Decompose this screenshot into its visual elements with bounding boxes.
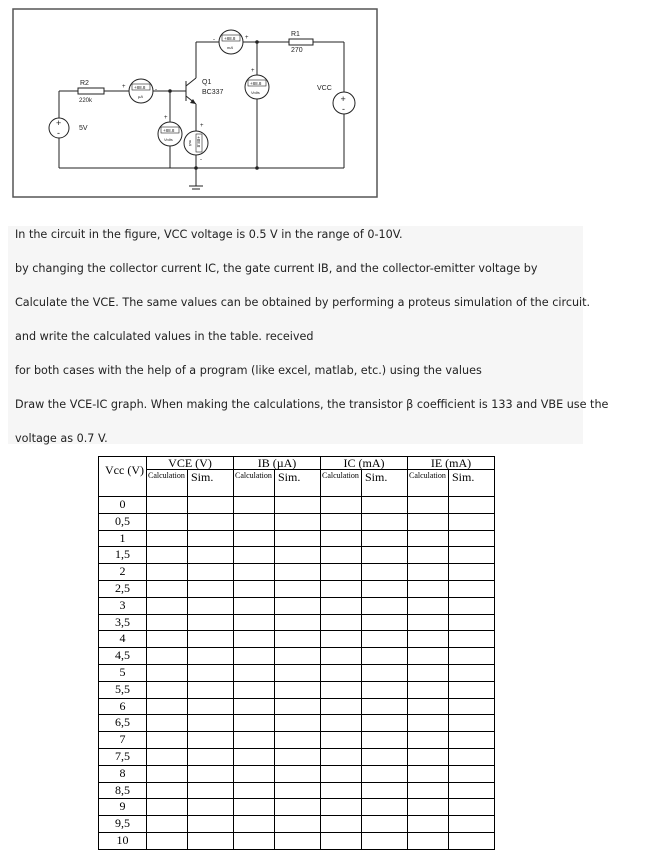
calculation-cell[interactable] bbox=[234, 513, 275, 530]
simulation-cell[interactable] bbox=[362, 597, 408, 614]
vcc-minus: - bbox=[342, 104, 345, 114]
simulation-cell[interactable] bbox=[362, 580, 408, 597]
vcc-value-cell: 8 bbox=[99, 765, 147, 782]
svg-text:+: + bbox=[164, 115, 168, 121]
simulation-cell[interactable] bbox=[275, 648, 321, 665]
simulation-cell[interactable] bbox=[188, 497, 234, 514]
table-row bbox=[99, 765, 495, 782]
simulation-cell[interactable] bbox=[188, 614, 234, 631]
svg-text:+: + bbox=[251, 68, 255, 74]
simulation-cell[interactable] bbox=[275, 732, 321, 749]
calculation-cell[interactable] bbox=[234, 530, 275, 547]
group-header-vce: VCE (V) bbox=[147, 457, 234, 470]
calculation-cell[interactable] bbox=[234, 732, 275, 749]
instruction-line-6: Draw the VCE-IC graph. When making the calculations, the transistor β coefficient is 133 and VBE use the bbox=[15, 398, 609, 411]
simulation-cell[interactable] bbox=[449, 816, 495, 833]
calculation-cell[interactable] bbox=[408, 765, 449, 782]
calculation-cell[interactable] bbox=[147, 698, 188, 715]
vcc-value-cell: 7,5 bbox=[99, 748, 147, 765]
vcc-value-cell: 9,5 bbox=[99, 816, 147, 833]
r1-name: R1 bbox=[291, 31, 300, 38]
table-row bbox=[99, 782, 495, 799]
calculation-cell[interactable] bbox=[321, 782, 362, 799]
simulation-cell[interactable] bbox=[362, 648, 408, 665]
calc-header: Calculation bbox=[234, 470, 275, 497]
simulation-cell[interactable] bbox=[188, 530, 234, 547]
simulation-cell[interactable] bbox=[275, 832, 321, 849]
vcc-value-cell: 4,5 bbox=[99, 648, 147, 665]
calculation-cell[interactable] bbox=[408, 530, 449, 547]
calculation-cell[interactable] bbox=[234, 698, 275, 715]
calculation-cell[interactable] bbox=[321, 816, 362, 833]
instruction-line-7: voltage as 0.7 V. bbox=[15, 432, 108, 445]
simulation-cell[interactable] bbox=[188, 631, 234, 648]
table-row bbox=[99, 597, 495, 614]
svg-text:-: - bbox=[213, 37, 215, 43]
simulation-cell[interactable] bbox=[362, 832, 408, 849]
simulation-cell[interactable] bbox=[449, 799, 495, 816]
calculation-cell[interactable] bbox=[147, 547, 188, 564]
q1-name: Q1 bbox=[202, 79, 212, 86]
calc-header: Calculation bbox=[321, 470, 362, 497]
simulation-cell[interactable] bbox=[275, 614, 321, 631]
calculation-cell[interactable] bbox=[408, 614, 449, 631]
simulation-cell[interactable] bbox=[188, 681, 234, 698]
simulation-cell[interactable] bbox=[188, 580, 234, 597]
vcc-value-cell: 0,5 bbox=[99, 513, 147, 530]
simulation-cell[interactable] bbox=[362, 513, 408, 530]
calculation-cell[interactable] bbox=[408, 832, 449, 849]
simulation-cell[interactable] bbox=[362, 698, 408, 715]
calculation-cell[interactable] bbox=[147, 664, 188, 681]
simulation-cell[interactable] bbox=[449, 631, 495, 648]
svg-text:-: - bbox=[200, 157, 202, 163]
simulation-cell[interactable] bbox=[275, 580, 321, 597]
svg-text:mA: mA bbox=[188, 140, 193, 146]
simulation-cell[interactable] bbox=[275, 530, 321, 547]
calculation-cell[interactable] bbox=[408, 631, 449, 648]
simulation-cell[interactable] bbox=[449, 530, 495, 547]
vcc-value-cell: 10 bbox=[99, 832, 147, 849]
simulation-cell[interactable] bbox=[275, 765, 321, 782]
svg-text:mA: mA bbox=[227, 45, 233, 50]
table-row bbox=[99, 497, 495, 514]
table-row bbox=[99, 547, 495, 564]
r1-resistor bbox=[289, 39, 313, 45]
calculation-cell[interactable] bbox=[321, 497, 362, 514]
simulation-cell[interactable] bbox=[449, 564, 495, 581]
simulation-cell[interactable] bbox=[188, 832, 234, 849]
table-row bbox=[99, 580, 495, 597]
source-minus: - bbox=[57, 128, 60, 138]
sim-header: Sim. bbox=[362, 470, 408, 497]
simulation-cell[interactable] bbox=[275, 631, 321, 648]
calculation-cell[interactable] bbox=[408, 664, 449, 681]
svg-text:+88.8: +88.8 bbox=[134, 85, 146, 90]
calculation-cell[interactable] bbox=[234, 614, 275, 631]
table-row bbox=[99, 698, 495, 715]
calculation-cell[interactable] bbox=[408, 799, 449, 816]
vcc-value-cell: 5,5 bbox=[99, 681, 147, 698]
calculation-cell[interactable] bbox=[147, 816, 188, 833]
calculation-cell[interactable] bbox=[408, 782, 449, 799]
simulation-cell[interactable] bbox=[449, 715, 495, 732]
simulation-cell[interactable] bbox=[188, 782, 234, 799]
r1-value: 270 bbox=[291, 47, 303, 54]
table-row bbox=[99, 715, 495, 732]
instruction-line-2: by changing the collector current IC, the gate current IB, and the collector-emitter voltage by bbox=[15, 262, 538, 275]
simulation-cell[interactable] bbox=[188, 698, 234, 715]
simulation-cell[interactable] bbox=[449, 765, 495, 782]
simulation-cell[interactable] bbox=[362, 681, 408, 698]
calculation-cell[interactable] bbox=[147, 530, 188, 547]
simulation-cell[interactable] bbox=[449, 614, 495, 631]
group-header-ie: IE (mA) bbox=[408, 457, 495, 470]
simulation-cell[interactable] bbox=[362, 497, 408, 514]
table-row bbox=[99, 732, 495, 749]
calculation-cell[interactable] bbox=[147, 497, 188, 514]
simulation-cell[interactable] bbox=[449, 547, 495, 564]
group-header-ic: IC (mA) bbox=[321, 457, 408, 470]
table-row bbox=[99, 748, 495, 765]
calculation-cell[interactable] bbox=[408, 497, 449, 514]
table-row bbox=[99, 816, 495, 833]
calculation-cell[interactable] bbox=[147, 748, 188, 765]
calculation-cell[interactable] bbox=[234, 564, 275, 581]
simulation-cell[interactable] bbox=[362, 748, 408, 765]
calculation-cell[interactable] bbox=[321, 631, 362, 648]
calculation-cell[interactable] bbox=[321, 732, 362, 749]
simulation-cell[interactable] bbox=[188, 564, 234, 581]
simulation-cell[interactable] bbox=[188, 816, 234, 833]
calculation-cell[interactable] bbox=[321, 832, 362, 849]
vcc-value-cell: 6 bbox=[99, 698, 147, 715]
calculation-cell[interactable] bbox=[408, 648, 449, 665]
instruction-line-5: for both cases with the help of a program (like excel, matlab, etc.) using the values bbox=[15, 364, 482, 377]
calculation-cell[interactable] bbox=[408, 597, 449, 614]
calculation-cell[interactable] bbox=[321, 564, 362, 581]
calculation-cell[interactable] bbox=[408, 547, 449, 564]
svg-text:+88.8: +88.8 bbox=[196, 136, 201, 148]
vcc-value-cell: 3,5 bbox=[99, 614, 147, 631]
calc-header: Calculation bbox=[147, 470, 188, 497]
svg-text:+: + bbox=[200, 123, 204, 129]
simulation-cell[interactable] bbox=[362, 732, 408, 749]
calculation-cell[interactable] bbox=[234, 748, 275, 765]
simulation-cell[interactable] bbox=[449, 748, 495, 765]
calculation-cell[interactable] bbox=[321, 547, 362, 564]
calculation-cell[interactable] bbox=[321, 664, 362, 681]
calculation-cell[interactable] bbox=[147, 782, 188, 799]
table-row bbox=[99, 564, 495, 581]
simulation-cell[interactable] bbox=[362, 765, 408, 782]
r2-value: 220k bbox=[79, 98, 93, 104]
calculation-cell[interactable] bbox=[147, 732, 188, 749]
calculation-cell[interactable] bbox=[408, 513, 449, 530]
calculation-cell[interactable] bbox=[234, 648, 275, 665]
calculation-cell[interactable] bbox=[321, 799, 362, 816]
instruction-line-3: Calculate the VCE. The same values can be obtained by performing a proteus simulation of the circuit. bbox=[15, 296, 591, 309]
q1-model: BC337 bbox=[202, 89, 224, 96]
calculation-cell[interactable] bbox=[234, 681, 275, 698]
simulation-cell[interactable] bbox=[449, 681, 495, 698]
simulation-cell[interactable] bbox=[362, 564, 408, 581]
simulation-cell[interactable] bbox=[362, 816, 408, 833]
simulation-cell[interactable] bbox=[362, 631, 408, 648]
calculation-cell[interactable] bbox=[147, 631, 188, 648]
simulation-cell[interactable] bbox=[449, 732, 495, 749]
vcc-label: VCC bbox=[317, 85, 332, 92]
group-header-ib: IB (µA) bbox=[234, 457, 321, 470]
simulation-cell[interactable] bbox=[449, 698, 495, 715]
simulation-cell[interactable] bbox=[275, 698, 321, 715]
calculation-cell[interactable] bbox=[234, 547, 275, 564]
simulation-cell[interactable] bbox=[188, 648, 234, 665]
r2-name: R2 bbox=[80, 80, 89, 87]
simulation-cell[interactable] bbox=[188, 664, 234, 681]
simulation-cell[interactable] bbox=[275, 681, 321, 698]
calculation-cell[interactable] bbox=[408, 564, 449, 581]
svg-text:+88.8: +88.8 bbox=[224, 36, 236, 41]
svg-text:Volts: Volts bbox=[251, 90, 260, 95]
sim-header: Sim. bbox=[449, 470, 495, 497]
svg-text:+: + bbox=[122, 84, 126, 90]
measurement-table bbox=[98, 456, 495, 850]
vcc-value-cell: 5 bbox=[99, 664, 147, 681]
vcc-plus: + bbox=[340, 94, 346, 104]
calculation-cell[interactable] bbox=[234, 497, 275, 514]
circuit-diagram bbox=[12, 8, 378, 198]
vcc-value-cell: 2 bbox=[99, 564, 147, 581]
svg-text:+: + bbox=[245, 35, 249, 41]
simulation-cell[interactable] bbox=[275, 748, 321, 765]
vcc-value-cell: 7 bbox=[99, 732, 147, 749]
svg-text:+88.8: +88.8 bbox=[250, 81, 262, 86]
calculation-cell[interactable] bbox=[234, 580, 275, 597]
calculation-cell[interactable] bbox=[321, 648, 362, 665]
calculation-cell[interactable] bbox=[234, 765, 275, 782]
simulation-cell[interactable] bbox=[275, 497, 321, 514]
calc-header: Calculation bbox=[408, 470, 449, 497]
calculation-cell[interactable] bbox=[147, 614, 188, 631]
calculation-cell[interactable] bbox=[321, 597, 362, 614]
simulation-cell[interactable] bbox=[275, 715, 321, 732]
simulation-cell[interactable] bbox=[362, 530, 408, 547]
simulation-cell[interactable] bbox=[362, 782, 408, 799]
calculation-cell[interactable] bbox=[408, 698, 449, 715]
simulation-cell[interactable] bbox=[449, 782, 495, 799]
simulation-cell[interactable] bbox=[188, 732, 234, 749]
simulation-cell[interactable] bbox=[449, 513, 495, 530]
simulation-cell[interactable] bbox=[275, 513, 321, 530]
calculation-cell[interactable] bbox=[234, 715, 275, 732]
calculation-cell[interactable] bbox=[321, 580, 362, 597]
simulation-cell[interactable] bbox=[449, 664, 495, 681]
calculation-cell[interactable] bbox=[147, 765, 188, 782]
calculation-cell[interactable] bbox=[321, 530, 362, 547]
sim-header: Sim. bbox=[188, 470, 234, 497]
calculation-cell[interactable] bbox=[321, 614, 362, 631]
calculation-cell[interactable] bbox=[321, 748, 362, 765]
instruction-line-1: In the circuit in the figure, VCC voltage is 0.5 V in the range of 0-10V. bbox=[15, 228, 403, 241]
table-row bbox=[99, 530, 495, 547]
simulation-cell[interactable] bbox=[188, 799, 234, 816]
table-row bbox=[99, 832, 495, 849]
calculation-cell[interactable] bbox=[321, 715, 362, 732]
simulation-cell[interactable] bbox=[362, 715, 408, 732]
simulation-cell[interactable] bbox=[449, 648, 495, 665]
calculation-cell[interactable] bbox=[408, 748, 449, 765]
vcc-value-cell: 0 bbox=[99, 497, 147, 514]
calculation-cell[interactable] bbox=[234, 631, 275, 648]
svg-text:Volts: Volts bbox=[164, 137, 173, 142]
vcc-value-cell: 3 bbox=[99, 597, 147, 614]
instruction-line-4: and write the calculated values in the table. received bbox=[15, 330, 314, 343]
calculation-cell[interactable] bbox=[321, 513, 362, 530]
r2-resistor bbox=[78, 88, 104, 94]
table-row bbox=[99, 614, 495, 631]
calculation-cell[interactable] bbox=[321, 765, 362, 782]
source-label: 5V bbox=[79, 125, 88, 132]
simulation-cell[interactable] bbox=[362, 614, 408, 631]
simulation-cell[interactable] bbox=[188, 765, 234, 782]
simulation-cell[interactable] bbox=[275, 547, 321, 564]
vcc-header: Vcc (V) bbox=[99, 457, 147, 497]
svg-text:-: - bbox=[155, 87, 157, 93]
table-row bbox=[99, 648, 495, 665]
calculation-cell[interactable] bbox=[147, 832, 188, 849]
calculation-cell[interactable] bbox=[234, 816, 275, 833]
table-row bbox=[99, 681, 495, 698]
calculation-cell[interactable] bbox=[408, 816, 449, 833]
simulation-cell[interactable] bbox=[188, 748, 234, 765]
simulation-cell[interactable] bbox=[275, 564, 321, 581]
simulation-cell[interactable] bbox=[188, 547, 234, 564]
simulation-cell[interactable] bbox=[449, 497, 495, 514]
table-row bbox=[99, 799, 495, 816]
vcc-value-cell: 1 bbox=[99, 530, 147, 547]
source-plus: + bbox=[56, 118, 62, 128]
simulation-cell[interactable] bbox=[188, 597, 234, 614]
simulation-cell[interactable] bbox=[449, 580, 495, 597]
svg-text:µA: µA bbox=[138, 94, 143, 99]
calculation-cell[interactable] bbox=[147, 799, 188, 816]
calculation-cell[interactable] bbox=[147, 648, 188, 665]
vcc-value-cell: 1,5 bbox=[99, 547, 147, 564]
calculation-cell[interactable] bbox=[408, 681, 449, 698]
simulation-cell[interactable] bbox=[275, 799, 321, 816]
calculation-cell[interactable] bbox=[408, 715, 449, 732]
simulation-cell[interactable] bbox=[449, 597, 495, 614]
simulation-cell[interactable] bbox=[188, 715, 234, 732]
simulation-cell[interactable] bbox=[362, 799, 408, 816]
vcc-value-cell: 4 bbox=[99, 631, 147, 648]
calculation-cell[interactable] bbox=[234, 832, 275, 849]
calculation-cell[interactable] bbox=[321, 681, 362, 698]
table-row bbox=[99, 513, 495, 530]
simulation-cell[interactable] bbox=[275, 816, 321, 833]
calculation-cell[interactable] bbox=[234, 782, 275, 799]
simulation-cell[interactable] bbox=[275, 597, 321, 614]
calculation-cell[interactable] bbox=[234, 799, 275, 816]
vcc-value-cell: 9 bbox=[99, 799, 147, 816]
calculation-cell[interactable] bbox=[147, 513, 188, 530]
calculation-cell[interactable] bbox=[147, 681, 188, 698]
simulation-cell[interactable] bbox=[362, 547, 408, 564]
calculation-cell[interactable] bbox=[321, 698, 362, 715]
calculation-cell[interactable] bbox=[234, 664, 275, 681]
vcc-value-cell: 8,5 bbox=[99, 782, 147, 799]
calculation-cell[interactable] bbox=[147, 597, 188, 614]
svg-text:+88.8: +88.8 bbox=[163, 128, 175, 133]
calculation-cell[interactable] bbox=[147, 564, 188, 581]
calculation-cell[interactable] bbox=[408, 580, 449, 597]
calculation-cell[interactable] bbox=[408, 732, 449, 749]
sim-header: Sim. bbox=[275, 470, 321, 497]
table-row bbox=[99, 664, 495, 681]
vcc-value-cell: 6,5 bbox=[99, 715, 147, 732]
simulation-cell[interactable] bbox=[275, 782, 321, 799]
simulation-cell[interactable] bbox=[275, 664, 321, 681]
simulation-cell[interactable] bbox=[449, 832, 495, 849]
simulation-cell[interactable] bbox=[188, 513, 234, 530]
table-row bbox=[99, 631, 495, 648]
calculation-cell[interactable] bbox=[147, 715, 188, 732]
calculation-cell[interactable] bbox=[147, 580, 188, 597]
calculation-cell[interactable] bbox=[234, 597, 275, 614]
simulation-cell[interactable] bbox=[362, 664, 408, 681]
vcc-value-cell: 2,5 bbox=[99, 580, 147, 597]
